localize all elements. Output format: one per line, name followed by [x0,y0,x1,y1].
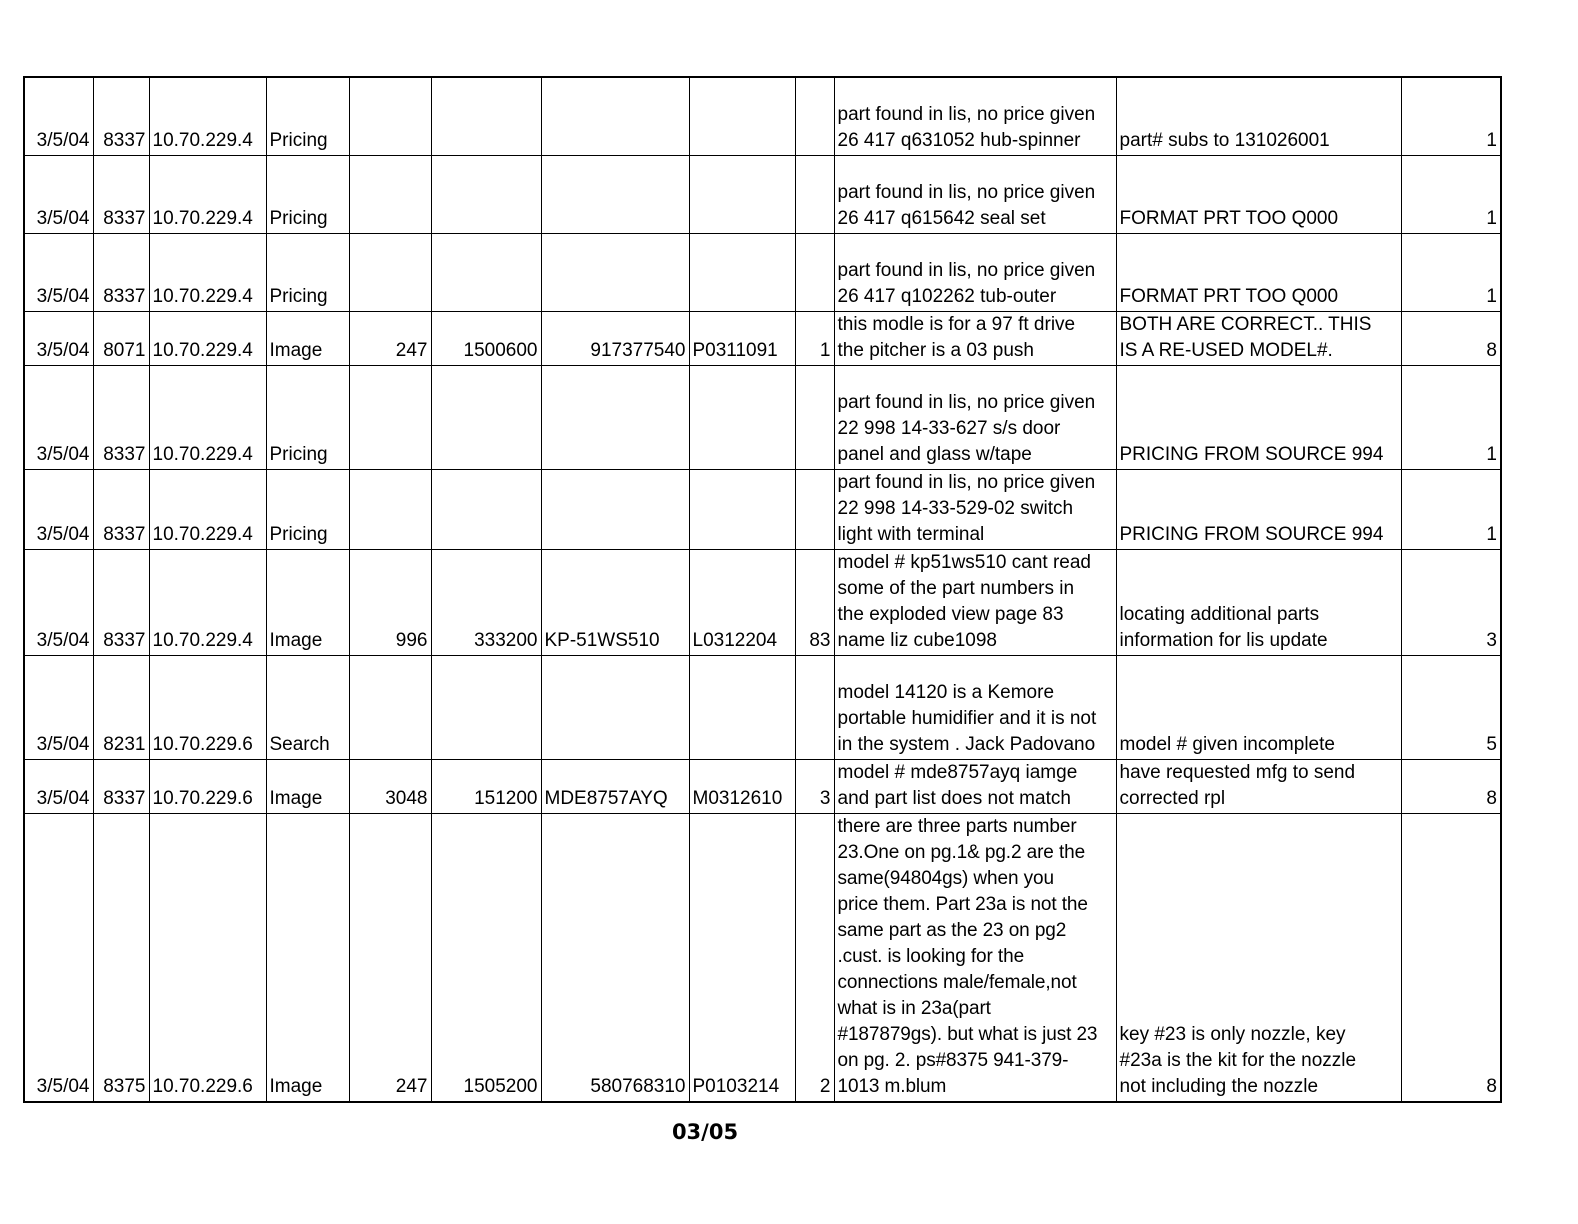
id-cell: 8071 [93,311,149,365]
date-cell: 3/5/04 [24,469,93,549]
count-cell: 1 [1401,233,1501,311]
ip-cell: 10.70.229.4 [149,365,266,469]
id-cell: 8337 [93,549,149,655]
table-row [24,77,1501,155]
date-cell: 3/5/04 [24,365,93,469]
date-cell: 3/5/04 [24,233,93,311]
count-cell: 3 [1401,549,1501,655]
col7-cell: 917377540 [541,311,689,365]
table-row [24,233,1501,311]
ip-cell: 10.70.229.4 [149,155,266,233]
col8-cell [689,77,795,155]
col9-cell [795,233,834,311]
type-cell: Pricing [266,233,349,311]
col5-cell [349,655,431,759]
table-row [24,311,1501,365]
table-row [24,655,1501,759]
col8-cell [689,233,795,311]
type-cell: Image [266,311,349,365]
type-cell: Pricing [266,469,349,549]
date-cell: 3/5/04 [24,311,93,365]
resolution-cell: FORMAT PRT TOO Q000 [1116,155,1401,233]
id-cell: 8337 [93,759,149,813]
notes-cell: model # kp51ws510 cant read some of the part numbers in the exploded view page 83 name liz cube1098 [834,549,1116,655]
id-cell: 8375 [93,813,149,1102]
col6-cell: 151200 [431,759,541,813]
page-number: 03/05 [671,1120,739,1144]
type-cell: Image [266,813,349,1102]
col6-cell [431,233,541,311]
resolution-cell: part# subs to 131026001 [1116,77,1401,155]
col6-cell [431,469,541,549]
col9-cell [795,77,834,155]
col9-cell: 1 [795,311,834,365]
col5-cell: 3048 [349,759,431,813]
count-cell: 5 [1401,655,1501,759]
type-cell: Search [266,655,349,759]
ip-cell: 10.70.229.6 [149,813,266,1102]
ip-cell: 10.70.229.6 [149,759,266,813]
count-cell: 1 [1401,469,1501,549]
type-cell: Image [266,759,349,813]
col8-cell: L0312204 [689,549,795,655]
table-row [24,549,1501,655]
col7-cell: KP-51WS510 [541,549,689,655]
col7-cell [541,655,689,759]
col8-cell [689,365,795,469]
col7-cell: MDE8757AYQ [541,759,689,813]
table-row [24,469,1501,549]
count-cell: 8 [1401,759,1501,813]
ip-cell: 10.70.229.4 [149,77,266,155]
notes-cell: part found in lis, no price given 26 417 q615642 seal set [834,155,1116,233]
notes-cell: part found in lis, no price given 22 998 14-33-627 s/s door panel and glass w/tape [834,365,1116,469]
col5-cell [349,469,431,549]
resolution-cell: have requested mfg to send corrected rpl [1116,759,1401,813]
col5-cell [349,233,431,311]
col8-cell: M0312610 [689,759,795,813]
count-cell: 1 [1401,365,1501,469]
notes-cell: part found in lis, no price given 26 417 q631052 hub-spinner [834,77,1116,155]
table-row [24,813,1501,1102]
id-cell: 8231 [93,655,149,759]
date-cell: 3/5/04 [24,813,93,1102]
type-cell: Pricing [266,77,349,155]
col6-cell [431,77,541,155]
col6-cell [431,655,541,759]
col5-cell [349,365,431,469]
notes-cell: model 14120 is a Kemore portable humidifier and it is not in the system . Jack Padovano [834,655,1116,759]
type-cell: Pricing [266,155,349,233]
count-cell: 8 [1401,311,1501,365]
resolution-cell: PRICING FROM SOURCE 994 [1116,469,1401,549]
col9-cell [795,469,834,549]
col9-cell [795,655,834,759]
id-cell: 8337 [93,365,149,469]
col5-cell: 247 [349,311,431,365]
col5-cell [349,77,431,155]
col6-cell: 333200 [431,549,541,655]
notes-cell: this modle is for a 97 ft drive the pitcher is a 03 push [834,311,1116,365]
log-table [23,76,1502,1103]
ip-cell: 10.70.229.4 [149,469,266,549]
date-cell: 3/5/04 [24,549,93,655]
col8-cell: P0311091 [689,311,795,365]
col7-cell [541,77,689,155]
id-cell: 8337 [93,469,149,549]
col7-cell [541,155,689,233]
notes-cell: model # mde8757ayq iamge and part list does not match [834,759,1116,813]
col7-cell [541,365,689,469]
resolution-cell: locating additional parts information for lis update [1116,549,1401,655]
col9-cell [795,155,834,233]
table-row [24,155,1501,233]
date-cell: 3/5/04 [24,155,93,233]
resolution-cell: FORMAT PRT TOO Q000 [1116,233,1401,311]
col7-cell: 580768310 [541,813,689,1102]
table-row [24,365,1501,469]
col9-cell: 3 [795,759,834,813]
col6-cell [431,155,541,233]
count-cell: 1 [1401,77,1501,155]
col7-cell [541,233,689,311]
date-cell: 3/5/04 [24,655,93,759]
col8-cell [689,155,795,233]
col9-cell: 2 [795,813,834,1102]
date-cell: 3/5/04 [24,77,93,155]
col8-cell: P0103214 [689,813,795,1102]
col8-cell [689,469,795,549]
col9-cell [795,365,834,469]
count-cell: 1 [1401,155,1501,233]
count-cell: 8 [1401,813,1501,1102]
col5-cell: 247 [349,813,431,1102]
col5-cell [349,155,431,233]
col6-cell [431,365,541,469]
resolution-cell: BOTH ARE CORRECT.. THIS IS A RE-USED MODEL#. [1116,311,1401,365]
type-cell: Image [266,549,349,655]
col6-cell: 1505200 [431,813,541,1102]
date-cell: 3/5/04 [24,759,93,813]
col9-cell: 83 [795,549,834,655]
notes-cell: part found in lis, no price given 26 417 q102262 tub-outer [834,233,1116,311]
ip-cell: 10.70.229.4 [149,233,266,311]
col5-cell: 996 [349,549,431,655]
notes-cell: part found in lis, no price given 22 998 14-33-529-02 switch light with terminal [834,469,1116,549]
resolution-cell: model # given incomplete [1116,655,1401,759]
resolution-cell: PRICING FROM SOURCE 994 [1116,365,1401,469]
id-cell: 8337 [93,77,149,155]
ip-cell: 10.70.229.4 [149,549,266,655]
col7-cell [541,469,689,549]
id-cell: 8337 [93,155,149,233]
notes-cell: there are three parts number 23.One on pg.1& pg.2 are the same(94804gs) when you price them. Part 23a is not the same part as the 23 on pg2 .cust. is looking for the connections male/female,not what is in 23a(part #187879gs). but what is just 23 on pg. 2. ps#8375 941-379- 1013 m.blum [834,813,1116,1102]
col6-cell: 1500600 [431,311,541,365]
type-cell: Pricing [266,365,349,469]
id-cell: 8337 [93,233,149,311]
table-row [24,759,1501,813]
ip-cell: 10.70.229.6 [149,655,266,759]
ip-cell: 10.70.229.4 [149,311,266,365]
col8-cell [689,655,795,759]
resolution-cell: key #23 is only nozzle, key #23a is the kit for the nozzle not including the nozzle [1116,813,1401,1102]
